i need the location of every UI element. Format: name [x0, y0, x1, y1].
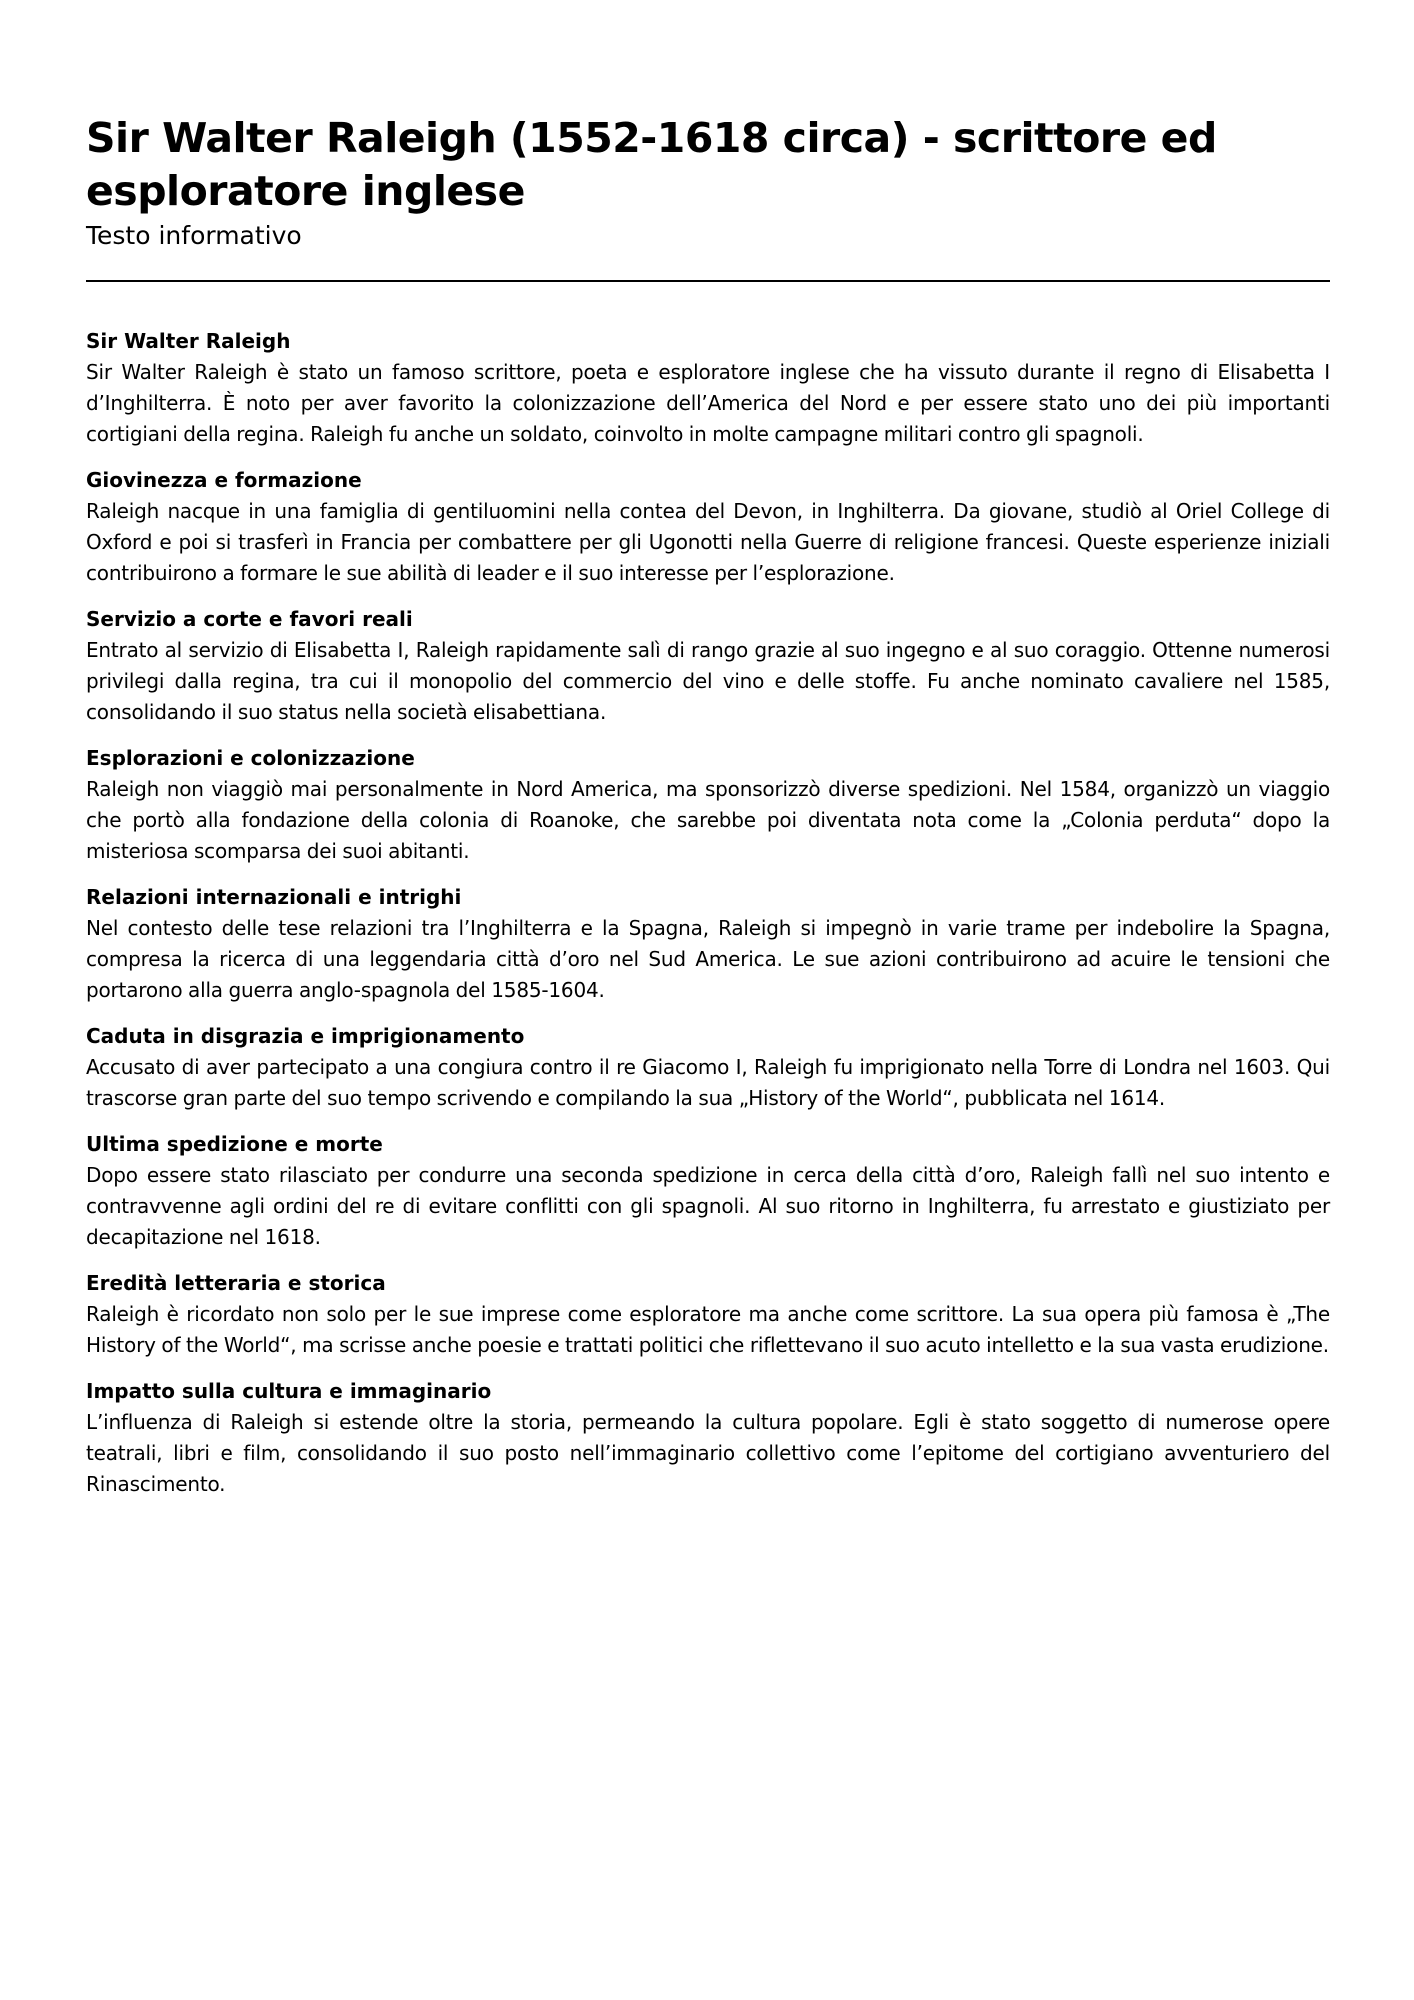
section-heading: Sir Walter Raleigh — [86, 329, 291, 353]
section-body: Raleigh è ricordato non solo per le sue imprese come esploratore ma anche come scrittore. La sua opera più famosa è „The History of the World“, ma scrisse anche poesie e trattati politici che riflettevano il suo acuto intelletto e la sua vasta erudizione. — [86, 1302, 1330, 1357]
section-giovinezza — [86, 465, 1330, 589]
section-body: Accusato di aver partecipato a una congiura contro il re Giacomo I, Raleigh fu imprigionato nella Torre di Londra nel 1603. Qui trascorse gran parte del suo tempo scrivendo e compilando la sua „History of the World“, pubblicata nel 1614. — [86, 1055, 1330, 1110]
section-body: Raleigh nacque in una famiglia di gentiluomini nella contea del Devon, in Inghilterra. Da giovane, studiò al Oriel College di Oxford e poi si trasferì in Francia per combattere per gli Ugonotti nella Guerre di religione francesi. Queste esperienze iniziali contribuirono a formare le sue abilità di leader e il suo interesse per l’esplorazione. — [86, 499, 1330, 585]
section-relazioni-internazionali — [86, 882, 1330, 1006]
section-body: Sir Walter Raleigh è stato un famoso scrittore, poeta e esploratore inglese che ha vissuto durante il regno di Elisabetta I d’Inghilterra. È noto per aver favorito la colonizzazione dell’America del Nord e per essere stato uno dei più importanti cortigiani della regina. Raleigh fu anche un soldato, coinvolto in molte campagne militari contro gli spagnoli. — [86, 360, 1330, 446]
section-esplorazioni — [86, 743, 1330, 867]
page-title: Sir Walter Raleigh (1552-1618 circa) - scrittore ed esploratore inglese — [86, 114, 1217, 215]
document-content — [86, 326, 1330, 1500]
header-divider — [86, 280, 1330, 282]
section-eredita-letteraria — [86, 1268, 1330, 1361]
section-impatto-cultura — [86, 1376, 1330, 1500]
section-body: L’influenza di Raleigh si estende oltre la storia, permeando la cultura popolare. Egli è stato soggetto di numerose opere teatrali, libri e film, consolidando il suo posto nell’immaginario collettivo come l’epitome del cortigiano avventuriero del Rinascimento. — [86, 1410, 1330, 1496]
section-heading: Giovinezza e formazione — [86, 468, 362, 492]
section-heading: Eredità letteraria e storica — [86, 1271, 386, 1295]
section-ultima-spedizione — [86, 1129, 1330, 1253]
section-heading: Relazioni internazionali e intrighi — [86, 885, 462, 909]
section-body: Raleigh non viaggiò mai personalmente in Nord America, ma sponsorizzò diverse spedizioni. Nel 1584, organizzò un viaggio che portò alla fondazione della colonia di Roanoke, che sarebbe poi diventata nota come la „Colonia perduta“ dopo la misteriosa scomparsa dei suoi abitanti. — [86, 777, 1330, 863]
section-sir-walter-raleigh — [86, 326, 1330, 450]
section-heading: Servizio a corte e favori reali — [86, 607, 413, 631]
section-heading: Caduta in disgrazia e imprigionamento — [86, 1024, 525, 1048]
section-heading: Ultima spedizione e morte — [86, 1132, 383, 1156]
section-heading: Impatto sulla cultura e immaginario — [86, 1379, 492, 1403]
section-caduta-in-disgrazia — [86, 1021, 1330, 1114]
section-body: Entrato al servizio di Elisabetta I, Raleigh rapidamente salì di rango grazie al suo ingegno e al suo coraggio. Ottenne numerosi privilegi dalla regina, tra cui il monopolio del commercio del vino e delle stoffe. Fu anche nominato cavaliere nel 1585, consolidando il suo status nella società elisabettiana. — [86, 638, 1330, 724]
section-body: Dopo essere stato rilasciato per condurre una seconda spedizione in cerca della città d’oro, Raleigh fallì nel suo intento e contravvenne agli ordini del re di evitare conflitti con gli spagnoli. Al suo ritorno in Inghilterra, fu arrestato e giustiziato per decapitazione nel 1618. — [86, 1163, 1330, 1249]
document-page — [86, 112, 1330, 1515]
page-subtitle: Testo informativo — [86, 221, 302, 250]
section-servizio-a-corte — [86, 604, 1330, 728]
section-heading: Esplorazioni e colonizzazione — [86, 746, 415, 770]
section-body: Nel contesto delle tese relazioni tra l’Inghilterra e la Spagna, Raleigh si impegnò in varie trame per indebolire la Spagna, compresa la ricerca di una leggendaria città d’oro nel Sud America. Le sue azioni contribuirono ad acuire le tensioni che portarono alla guerra anglo-spagnola del 1585-1604. — [86, 916, 1330, 1002]
